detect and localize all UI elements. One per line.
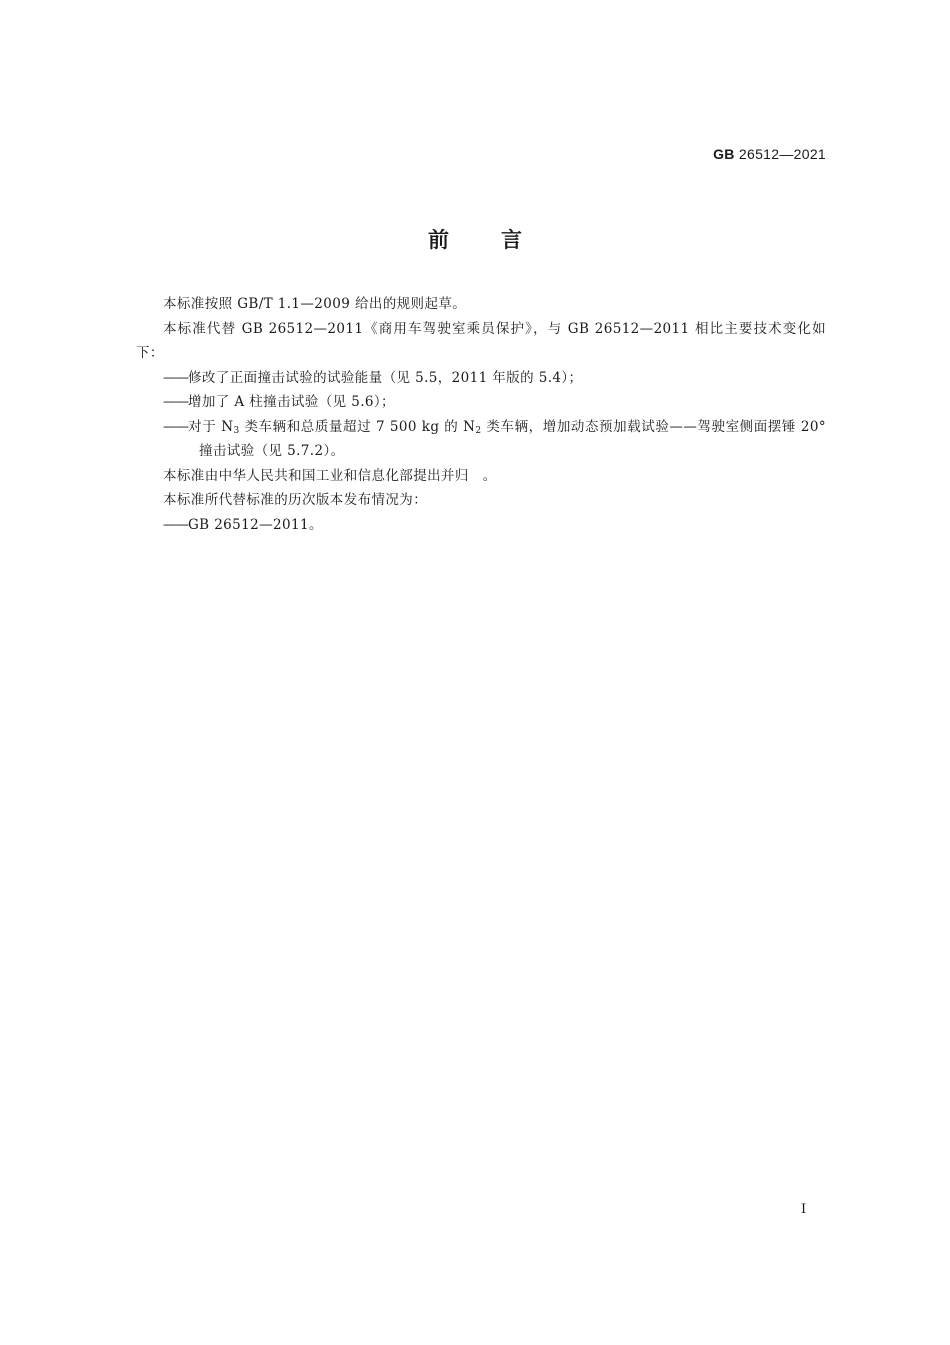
dash-marker: —— (163, 516, 188, 533)
dash-marker: —— (163, 418, 188, 435)
list-item-history-1 (136, 513, 826, 538)
list-item-text: 增加了 A 柱撞击试验（见 5.6）； (188, 394, 395, 410)
subscript-3: 3 (233, 425, 240, 436)
paragraph-proposer: 本标准由中华人民共和国工业和信息化部提出并归 。 (163, 467, 497, 484)
list-item-text-part-c: 类车辆，增加动态预加载试验——驾驶室侧面摆锤 20°撞击试验（见 5.7.2）。 (199, 418, 826, 459)
list-item-change-1 (136, 366, 826, 391)
document-code-prefix: GB (713, 146, 735, 162)
paragraph-replacement-note: 本标准代替 GB 26512—2011《商用车驾驶室乘员保护》，与 GB 26512—2011 相比主要技术变化如下： (136, 320, 826, 361)
paragraph-drafting-rules: 本标准按照 GB/T 1.1—2009 给出的规则起草。 (163, 296, 467, 312)
paragraph-history-intro: 本标准所代替标准的历次版本发布情况为： (163, 492, 428, 508)
page-number: Ⅰ (801, 1202, 807, 1217)
dash-marker: —— (163, 369, 188, 386)
subscript-2: 2 (475, 425, 482, 436)
page-title: 前言 (428, 228, 574, 252)
dash-marker: —— (163, 394, 188, 410)
list-item-text: GB 26512—2011。 (188, 516, 323, 533)
document-code-number: 26512—2021 (738, 146, 826, 162)
foreword-body (136, 292, 826, 537)
document-code (713, 146, 826, 162)
list-item-change-3 (136, 415, 826, 464)
list-item-text-part-a: 对于 N (188, 418, 234, 435)
list-item-change-2 (136, 390, 826, 415)
list-item-text-part-b: 类车辆和总质量超过 7 500 kg 的 N (239, 418, 476, 435)
list-item-text: 修改了正面撞击试验的试验能量（见 5.5，2011 年版的 5.4）； (188, 369, 583, 386)
